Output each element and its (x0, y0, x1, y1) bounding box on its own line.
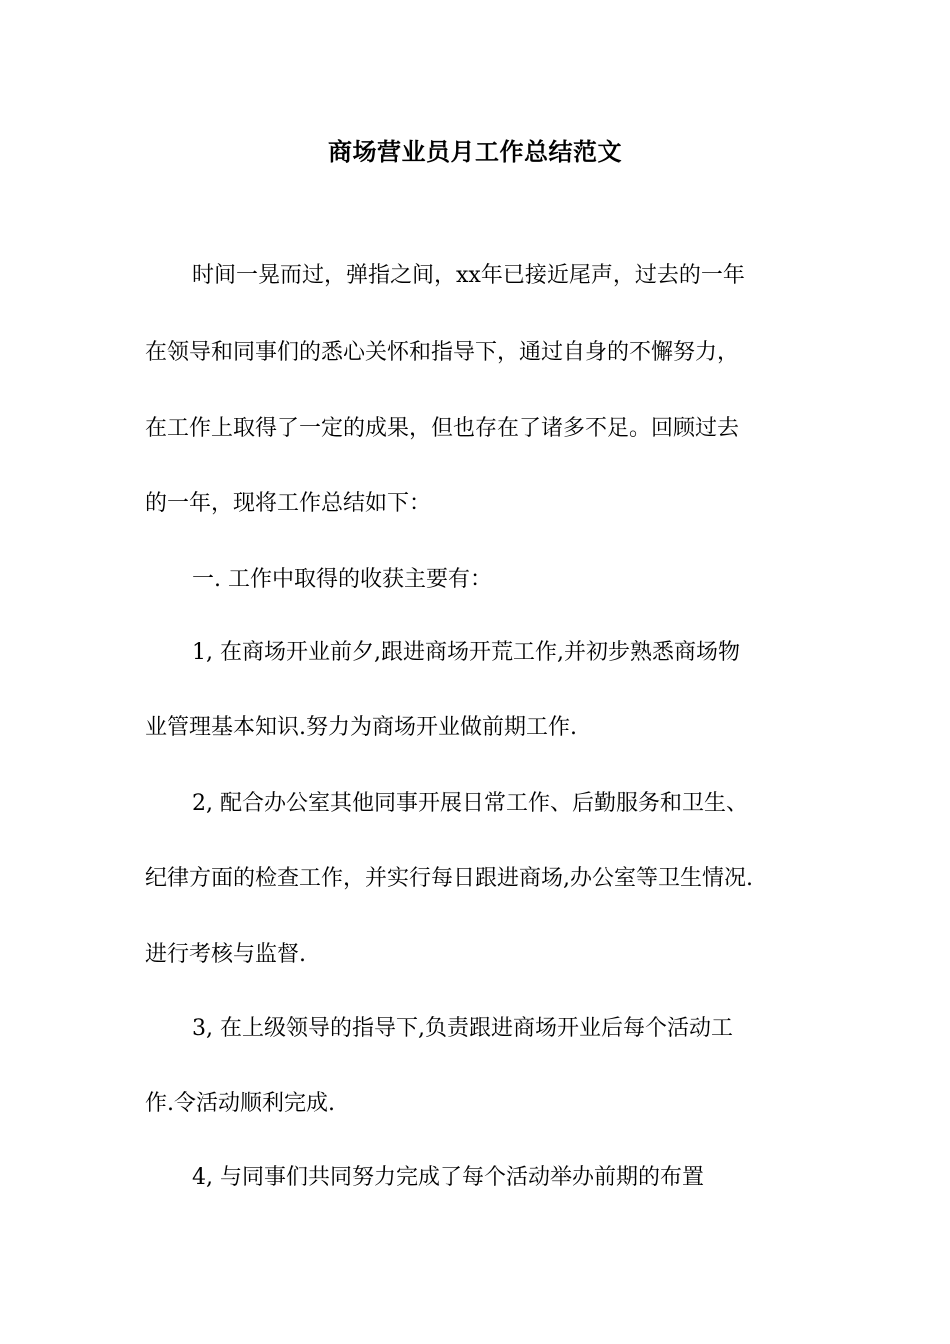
paragraph-intro-line-3: 在工作上取得了一定的成果，但也存在了诸多不足。回顾过去 (145, 416, 740, 441)
item-3-line-1: 3, 在上级领导的指导下,负责跟进商场开业后每个活动工 (192, 1016, 733, 1041)
item-1-line-2: 业管理基本知识.努力为商场开业做前期工作. (145, 715, 577, 740)
item-2-line-3: 进行考核与监督. (145, 942, 306, 967)
item-2-line-1: 2, 配合办公室其他同事开展日常工作、后勤服务和卫生、 (192, 791, 748, 816)
paragraph-intro-line-1: 时间一晃而过，弹指之间，xx年已接近尾声，过去的一年 (192, 263, 745, 288)
item-3-line-2: 作.令活动顺利完成. (145, 1091, 335, 1116)
item-1-line-1: 1, 在商场开业前夕,跟进商场开荒工作,并初步熟悉商场物 (192, 640, 740, 665)
item-2-line-2: 纪律方面的检查工作，并实行每日跟进商场,办公室等卫生情况. (145, 866, 753, 891)
document-title: 商场营业员月工作总结范文 (328, 138, 622, 166)
paragraph-intro-line-2: 在领导和同事们的悉心关怀和指导下，通过自身的不懈努力， (145, 340, 740, 365)
paragraph-intro-line-4: 的一年，现将工作总结如下： (145, 491, 432, 516)
section-heading-1: 一. 工作中取得的收获主要有： (192, 567, 492, 592)
item-4-line-1: 4, 与同事们共同努力完成了每个活动举办前期的布置 (192, 1165, 704, 1190)
